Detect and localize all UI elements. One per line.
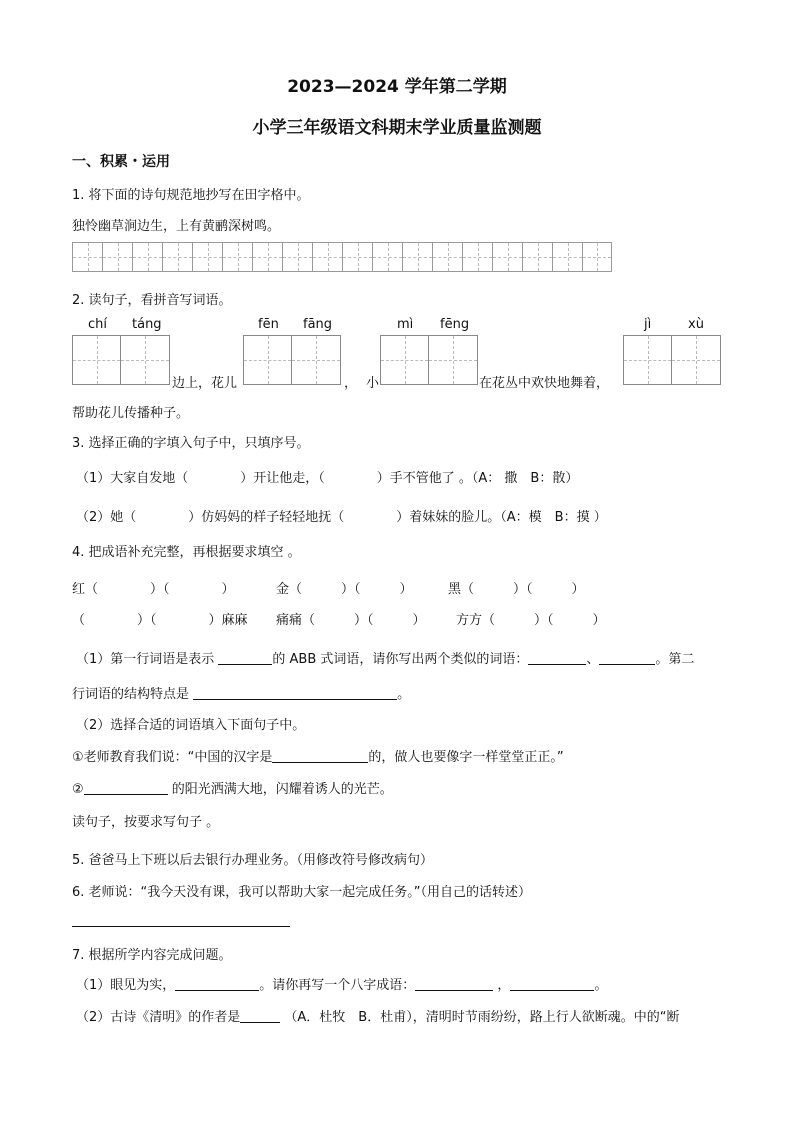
text-run: 。请你再写一个八字成语： [259, 978, 416, 993]
q7-part-2 [76, 1006, 679, 1025]
q4-part-1 [76, 648, 694, 667]
answer-grid-4[interactable] [623, 335, 721, 385]
answer-blank[interactable] [175, 977, 259, 991]
question-4: 4. 把成语补充完整，再根据要求填空 。 [72, 545, 301, 560]
pinyin-label: fāng [303, 317, 333, 332]
question-3: 3. 选择正确的字填入句子中，只填序号。 [72, 436, 310, 451]
tianzi-grid-row[interactable] [72, 242, 612, 272]
idiom-blank: 方方（ ）（ ） [456, 613, 606, 628]
answer-blank[interactable] [510, 977, 594, 991]
sentence-fragment: 在花丛中欢快地舞着， [479, 376, 610, 391]
answer-blank[interactable] [528, 651, 586, 665]
poem-text: 独怜幽草涧边生，上有黄鹂深树鸣。 [72, 219, 281, 234]
q3-sentence-1: （1）大家自发地（ ）开让他走，（ ）手不管他了 。（A： 撒 B：散） [76, 471, 579, 486]
idiom-blank: 红（ ）（ ） [72, 582, 235, 597]
q4-choice-1 [72, 746, 564, 765]
question-7: 7. 根据所学内容完成问题。 [72, 948, 232, 963]
answer-blank[interactable] [240, 1009, 280, 1023]
answer-blank[interactable] [84, 781, 168, 795]
idiom-blank: 黑（ ）（ ） [448, 582, 585, 597]
pinyin-label: jì [644, 317, 652, 332]
question-2: 2. 读句子，看拼音写词语。 [72, 293, 232, 308]
answer-grid-2[interactable] [243, 335, 341, 385]
q4-choice-2 [72, 778, 393, 797]
text-run: （2）古诗《清明》的作者是 [76, 1010, 241, 1025]
sentence-fragment: 边上，花儿 [172, 376, 238, 391]
answer-blank[interactable] [218, 651, 272, 665]
text-run: （1）眼见为实， [76, 978, 176, 993]
idiom-blank: （ ）（ ）麻麻 [72, 613, 248, 628]
question-1: 1. 将下面的诗句规范地抄写在田字格中。 [72, 188, 310, 203]
page-subtitle: 小学三年级语文科期末学业质量监测题 [252, 118, 542, 138]
q4-part-2: （2）选择合适的词语填入下面句子中。 [76, 718, 306, 733]
question-5: 5. 爸爸马上下班以后去银行办理业务。（用修改符号修改病句） [72, 853, 434, 868]
page-title: 2023—2024 学年第二学期 [287, 77, 507, 97]
text-run: 行词语的结构特点是 [72, 687, 194, 702]
text-run: （1）第一行词语是表示 [76, 652, 219, 667]
text-run: （A．杜牧 B．杜甫），清明时节雨纷纷，路上行人欲断魂。中的“断 [280, 1010, 680, 1025]
section-heading: 一、积累・运用 [72, 154, 170, 170]
text-run: 。第二 [655, 652, 695, 667]
instruction-text: 读句子，按要求写句子 。 [72, 815, 220, 830]
answer-blank[interactable] [599, 651, 655, 665]
pinyin-label: mì [397, 317, 414, 332]
pinyin-label: xù [688, 317, 704, 332]
sentence-fragment: ， [344, 376, 358, 391]
answer-grid-3[interactable] [380, 335, 478, 385]
q4-part-1-cont [72, 683, 410, 702]
pinyin-label: táng [132, 317, 162, 332]
question-6: 6. 老师说：“我今天没有课，我可以帮助大家一起完成任务。”（用自己的话转述） [72, 885, 532, 900]
pinyin-label: fēn [258, 317, 279, 332]
text-run: 的 ABB 式词语，请你写出两个类似的词语： [272, 652, 529, 667]
q3-sentence-2: （2）她（ ）仿妈妈的样子轻轻地抚（ ）着妹妹的脸儿。（A：模 B：摸 ） [76, 510, 607, 525]
text-run: ①老师教育我们说：“中国的汉字是 [72, 750, 273, 765]
answer-line[interactable] [72, 926, 290, 927]
text-run: ， [493, 978, 511, 993]
answer-blank[interactable] [193, 686, 397, 700]
idiom-blank: 痛痛（ ）（ ） [276, 613, 426, 628]
text-run: 。 [397, 687, 411, 702]
answer-blank[interactable] [415, 977, 493, 991]
text-run: 、 [586, 652, 600, 667]
answer-grid-1[interactable] [72, 335, 170, 385]
text-run: ② [72, 782, 84, 797]
q7-part-1 [76, 974, 607, 993]
text-run: 。 [594, 978, 608, 993]
sentence-continuation: 帮助花儿传播种子。 [72, 406, 190, 421]
pinyin-label: fēng [440, 317, 470, 332]
answer-blank[interactable] [272, 749, 368, 763]
sentence-fragment: 小 [366, 376, 380, 391]
idiom-blank: 金（ ）（ ） [276, 582, 413, 597]
text-run: 的阳光洒满大地，闪耀着诱人的光芒。 [167, 782, 393, 797]
text-run: 的，做人也要像字一样堂堂正正。” [368, 750, 564, 765]
pinyin-label: chí [88, 317, 107, 332]
